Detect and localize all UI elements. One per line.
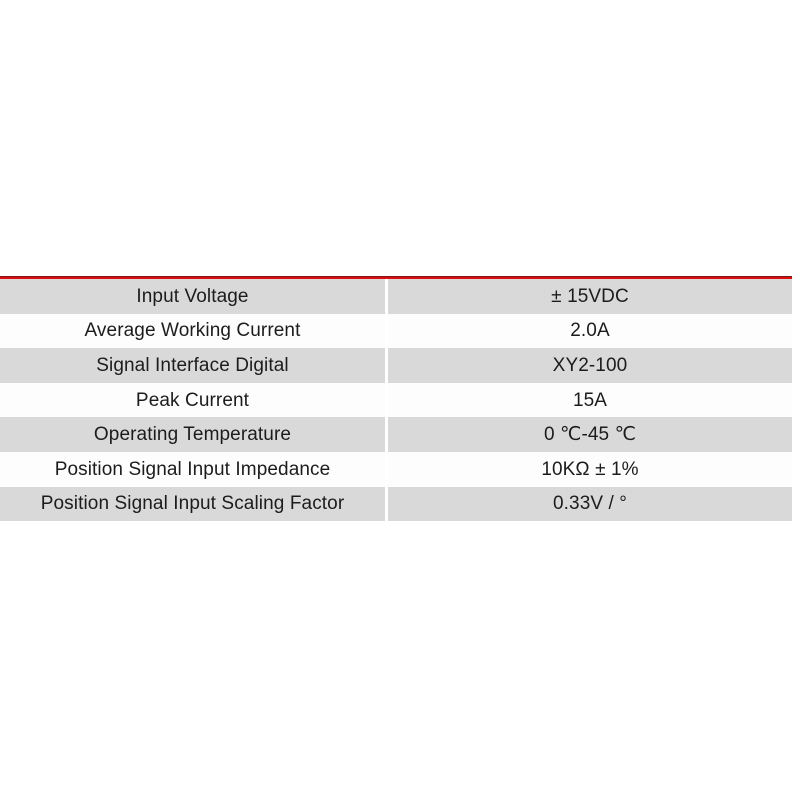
spec-value-cell: 0 ℃-45 ℃ bbox=[543, 424, 637, 446]
spec-label-cell: Position Signal Input Impedance bbox=[0, 452, 388, 487]
table-row bbox=[0, 314, 792, 349]
spec-label-cell: Average Working Current bbox=[0, 314, 388, 349]
spec-label-cell: Signal Interface Digital bbox=[0, 348, 388, 383]
table-row bbox=[0, 452, 792, 487]
spec-label-cell: Operating Temperature bbox=[0, 417, 388, 452]
table-row bbox=[0, 383, 792, 418]
spec-value-cell: XY2-100 bbox=[552, 354, 628, 376]
spec-value-cell: 10KΩ ± 1% bbox=[541, 458, 639, 480]
table-row bbox=[0, 417, 792, 452]
spec-value-cell: 15A bbox=[572, 389, 608, 411]
spec-value-cell: ± 15VDC bbox=[551, 285, 629, 307]
spec-label-cell: Peak Current bbox=[0, 383, 388, 418]
table-row bbox=[0, 348, 792, 383]
spec-label-cell: Input Voltage bbox=[0, 279, 388, 314]
spec-label-cell: Position Signal Input Scaling Factor bbox=[0, 487, 388, 522]
specification-table bbox=[0, 279, 792, 521]
specification-table-block bbox=[0, 276, 792, 521]
table-row bbox=[0, 279, 792, 314]
spec-value-cell: 0.33V / ° bbox=[553, 493, 627, 515]
table-row bbox=[0, 487, 792, 522]
spec-value-cell: 2.0A bbox=[570, 320, 610, 342]
